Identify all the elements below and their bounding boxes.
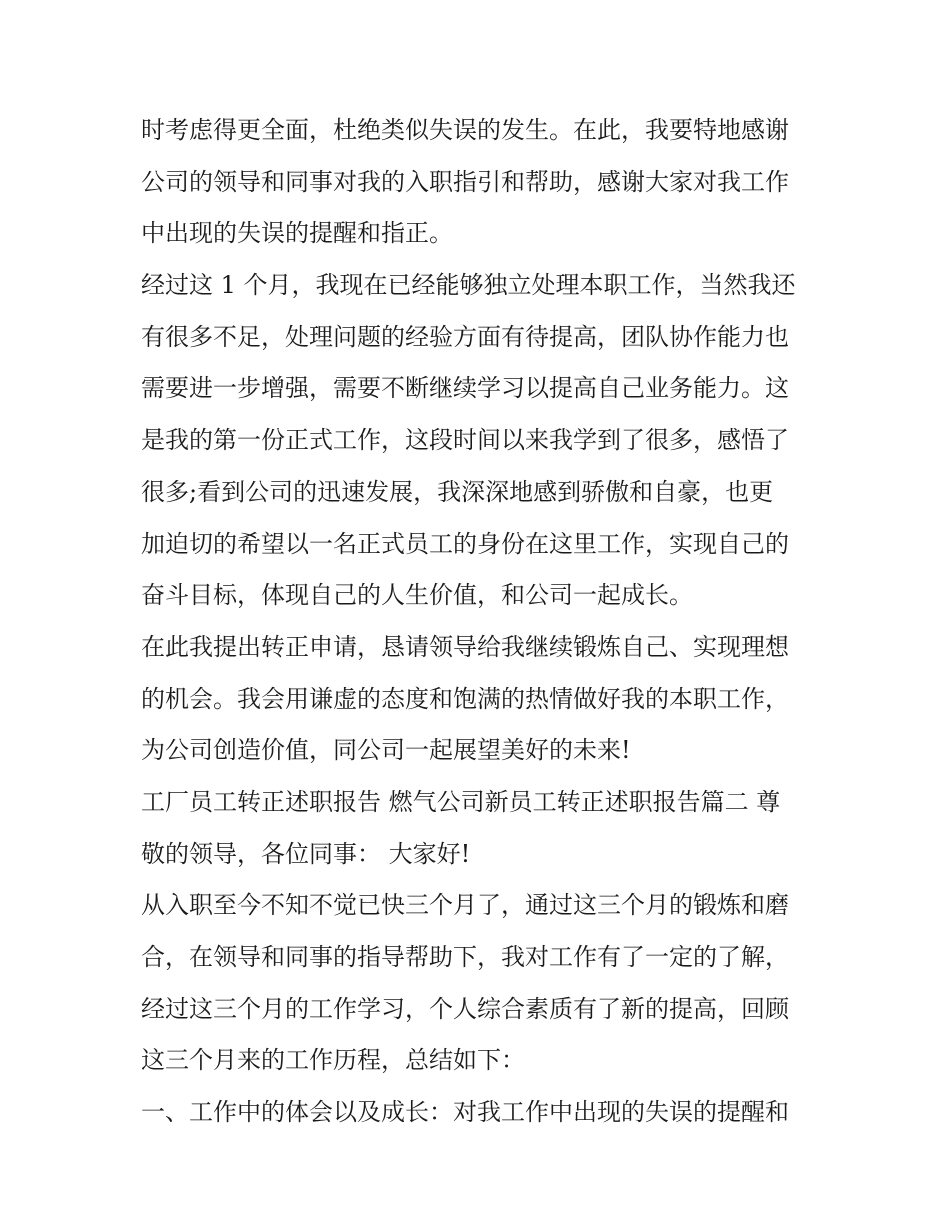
text-line: 时考虑得更全面，杜绝类似失误的发生。在此，我要特地感谢: [141, 116, 789, 144]
text-line: 中出现的失误的提醒和指正。: [141, 219, 453, 248]
text-line: 经过这 1 个月，我现在已经能够独立处理本职工作，当然我还: [141, 271, 796, 300]
text-line: 很多;看到公司的迅速发展，我深深地感到骄傲和自豪，也更: [141, 477, 774, 506]
text-line: 合，在领导和同事的指导帮助下，我对工作有了一定的了解，: [141, 943, 789, 971]
text-line: 奋斗目标，体现自己的人生价值，和公司一起成长。: [141, 581, 693, 610]
text-line: 一、工作中的体会以及成长：对我工作中出现的失误的提醒和: [141, 1098, 789, 1127]
text-line: 这三个月来的工作历程，总结如下：: [141, 1046, 525, 1075]
text-line: 公司的领导和同事对我的入职指引和帮助，感谢大家对我工作: [141, 167, 789, 196]
text-line: 在此我提出转正申请，恳请领导给我继续锻炼自己、实现理想: [141, 632, 789, 661]
text-line: 经过这三个月的工作学习，个人综合素质有了新的提高，回顾: [141, 994, 789, 1023]
document-body: [141, 111, 821, 1145]
text-line: 敬的领导，各位同事： 大家好!: [141, 839, 471, 868]
text-line: 的机会。我会用谦虚的态度和饱满的热情做好我的本职工作，: [141, 684, 789, 713]
text-line: 需要进一步增强，需要不断继续学习以提高自己业务能力。这: [141, 374, 789, 403]
text-line: 从入职至今不知不觉已快三个月了，通过这三个月的锻炼和磨: [141, 891, 789, 920]
text-line: 加迫切的希望以一名正式员工的身份在这里工作，实现自己的: [141, 529, 789, 558]
text-line: 为公司创造价值，同公司一起展望美好的未来!: [141, 736, 631, 765]
text-line: 工厂员工转正述职报告 燃气公司新员工转正述职报告篇二 尊: [141, 787, 781, 816]
text-line: 有很多不足，处理问题的经验方面有待提高，团队协作能力也: [141, 322, 789, 351]
text-line: 是我的第一份正式工作，这段时间以来我学到了很多，感悟了: [141, 426, 789, 455]
